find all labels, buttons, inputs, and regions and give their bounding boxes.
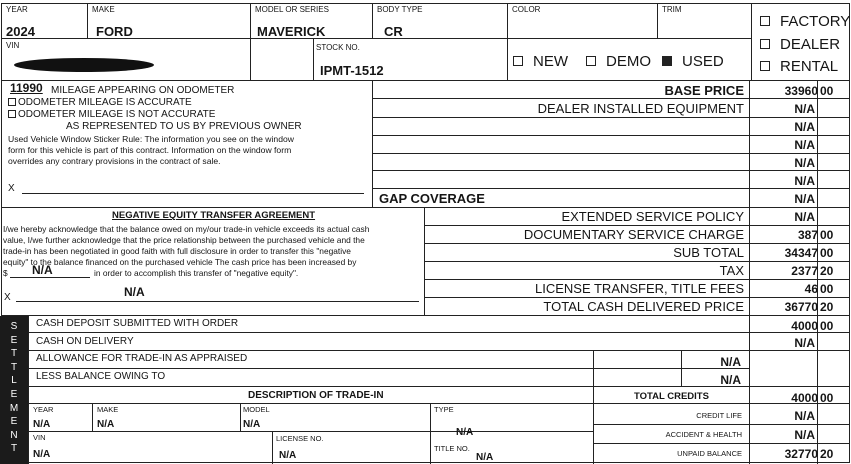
settlement-letter: M (9, 402, 19, 414)
settlement-side-label (0, 316, 28, 464)
blank-row-value: N/A (794, 174, 815, 188)
negative-equity-line5: in order to accomplish this transfer of "negative equity". (94, 268, 299, 278)
source-rental-label: RENTAL (780, 58, 839, 75)
checkbox-icon (513, 56, 523, 66)
model-label: MODEL OR SERIES (255, 5, 329, 14)
rule (313, 39, 314, 80)
checked-checkbox-icon (662, 56, 672, 66)
cash-on-delivery-label: CASH ON DELIVERY (36, 336, 134, 347)
rule (372, 153, 850, 154)
stock-value: IPMT-1512 (320, 63, 384, 78)
condition-new-option[interactable] (513, 53, 568, 70)
rule (372, 98, 850, 99)
negative-equity-line3: trade-in has been negotiated in good faith with full disclosure in order to transfer this "negative (3, 246, 351, 256)
rule (28, 431, 593, 432)
rule (424, 261, 850, 262)
condition-new-label: NEW (533, 53, 568, 70)
blank-row-value: N/A (794, 156, 815, 170)
less-balance-value: N/A (720, 373, 741, 387)
negative-equity-line1: I/we hereby acknowledge that the balance owed on my/our trade-in vehicle exceeds its actual cash (3, 224, 370, 234)
credit-life-value: N/A (794, 409, 815, 423)
tax-label: TAX (719, 263, 744, 278)
vin-redaction (14, 58, 154, 72)
trade-in-license-value: N/A (279, 450, 297, 461)
odometer-not-accurate-option[interactable] (8, 109, 215, 120)
rule (28, 315, 29, 464)
blank-row-value: N/A (794, 120, 815, 134)
rule (28, 403, 850, 404)
extended-service-value: N/A (794, 210, 815, 224)
subtotal-value: 34347 (784, 246, 818, 260)
vin-label: VIN (6, 41, 20, 50)
rule (372, 188, 850, 189)
odometer-not-accurate-label: ODOMETER MILEAGE IS NOT ACCURATE (18, 109, 216, 120)
rule (372, 170, 850, 171)
negative-equity-amount: N/A (32, 263, 53, 277)
trade-in-type-value: N/A (456, 427, 474, 438)
cash-deposit-label: CASH DEPOSIT SUBMITTED WITH ORDER (36, 318, 239, 329)
tax-value: 2377 (791, 264, 818, 278)
settlement-letter: L (11, 375, 17, 387)
documentary-charge-value: 387 (797, 228, 818, 242)
subtotal-label: SUB TOTAL (673, 245, 744, 260)
settlement-letter: N (10, 429, 18, 441)
documentary-charge-cents: 00 (820, 228, 834, 242)
trade-in-license-label: LICENSE NO. (276, 434, 324, 443)
rule (751, 3, 752, 80)
rule (1, 315, 850, 316)
total-cash-price-label: TOTAL CASH DELIVERED PRICE (543, 299, 744, 314)
trim-label: TRIM (662, 5, 682, 14)
negative-equity-signature-x: X (4, 292, 11, 303)
trade-in-model-value: N/A (243, 419, 261, 430)
base-price-cents: 00 (820, 84, 834, 98)
rule (87, 3, 88, 39)
odometer-mileage-label: MILEAGE APPEARING ON ODOMETER (51, 85, 235, 96)
trade-in-model-label: MODEL (243, 405, 270, 414)
rule (593, 424, 850, 425)
trade-in-title-label: TITLE NO. (434, 444, 470, 453)
total-cash-price-value: 36770 (784, 300, 818, 314)
settlement-letter: E (10, 388, 18, 400)
settlement-letter: E (10, 334, 18, 346)
unpaid-balance-label: UNPAID BALANCE (677, 449, 742, 458)
total-credits-value: 4000 (791, 391, 818, 405)
accident-health-label: ACCIDENT & HEALTH (665, 430, 742, 439)
year-label: YEAR (6, 5, 28, 14)
condition-used-option[interactable] (662, 53, 724, 70)
gap-coverage-label: GAP COVERAGE (379, 191, 485, 206)
credit-life-label: CREDIT LIFE (696, 411, 742, 420)
trade-in-vin-value: N/A (33, 449, 51, 460)
dealer-equipment-value: N/A (794, 102, 815, 116)
odometer-accurate-option[interactable] (8, 97, 192, 108)
checkbox-icon (8, 110, 16, 118)
settlement-letter: T (10, 348, 18, 360)
condition-used-label: USED (682, 53, 724, 70)
odometer-mileage: 11990 (10, 81, 43, 95)
rule (681, 350, 682, 386)
less-balance-label: LESS BALANCE OWING TO (36, 371, 166, 382)
negative-equity-line2: value, I/we further acknowledge that the price relationship between the purchased vehicle and the (3, 235, 365, 245)
rule (593, 350, 594, 464)
trade-in-year-value: N/A (33, 419, 51, 430)
make-label: MAKE (92, 5, 115, 14)
cash-on-delivery-value: N/A (794, 336, 815, 350)
rule (372, 135, 850, 136)
condition-demo-option[interactable] (586, 53, 651, 70)
odometer-accurate-label: ODOMETER MILEAGE IS ACCURATE (18, 97, 192, 108)
rule (1, 80, 850, 81)
cash-deposit-value: 4000 (791, 319, 818, 333)
base-price-value: 33960 (784, 84, 818, 98)
rule (424, 243, 850, 244)
source-rental-option[interactable] (760, 58, 838, 75)
unpaid-balance-cents: 20 (820, 447, 834, 461)
odometer-signature-x: X (8, 183, 15, 194)
rule (749, 315, 750, 464)
subtotal-cents: 00 (820, 246, 834, 260)
rule (424, 225, 850, 226)
model-value: MAVERICK (257, 24, 326, 39)
rule (28, 368, 749, 369)
rule (507, 3, 508, 80)
rule (28, 350, 850, 351)
rule (240, 403, 241, 431)
total-cash-price-cents: 20 (820, 300, 834, 314)
amount-line (10, 277, 90, 278)
checkbox-icon (760, 16, 770, 26)
tax-cents: 20 (820, 264, 834, 278)
negative-equity-dollar: $ (3, 268, 8, 278)
rule (28, 332, 850, 333)
trade-in-year-label: YEAR (33, 405, 54, 414)
body-type-value: CR (384, 24, 403, 39)
rule (92, 403, 93, 431)
trade-in-type-label: TYPE (434, 405, 454, 414)
trade-in-title: DESCRIPTION OF TRADE-IN (248, 390, 384, 401)
negative-equity-line4: equity" to the balance financed on the purchased vehicle The cash price has been increased by (3, 257, 357, 267)
license-fees-label: LICENSE TRANSFER, TITLE FEES (534, 281, 744, 296)
settlement-letter: T (10, 361, 18, 373)
stock-label: STOCK NO. (316, 43, 360, 52)
make-value: FORD (96, 24, 133, 39)
rule (272, 431, 273, 464)
license-fees-cents: 00 (820, 282, 834, 296)
extended-service-label: EXTENDED SERVICE POLICY (561, 209, 744, 224)
unpaid-balance-value: 32770 (784, 447, 818, 461)
checkbox-icon (586, 56, 596, 66)
sticker-rule-line3: overrides any contrary provisions in the contract of sale. (8, 156, 221, 166)
settlement-letter: E (10, 416, 18, 428)
rule (250, 3, 251, 80)
rule (372, 117, 850, 118)
rule (424, 279, 850, 280)
source-dealer-option[interactable] (760, 36, 840, 53)
rule (424, 297, 850, 298)
color-label: COLOR (512, 5, 541, 14)
trade-in-make-value: N/A (97, 419, 115, 430)
total-credits-cents: 00 (820, 391, 834, 405)
negative-equity-title: NEGATIVE EQUITY TRANSFER AGREEMENT (112, 210, 316, 221)
allowance-value: N/A (720, 355, 741, 369)
settlement-letter: T (10, 443, 18, 455)
year-value: 2024 (6, 24, 35, 39)
documentary-charge-label: DOCUMENTARY SERVICE CHARGE (523, 227, 744, 242)
source-factory-label: FACTORY (780, 13, 851, 30)
gap-coverage-value: N/A (794, 192, 815, 206)
checkbox-icon (760, 61, 770, 71)
rule (593, 443, 850, 444)
settlement-letter: S (10, 321, 18, 332)
rule (657, 3, 658, 39)
rule (1, 207, 850, 208)
rule (430, 403, 431, 464)
checkbox-icon (8, 98, 16, 106)
base-price-label: BASE PRICE (664, 83, 744, 98)
trade-in-vin-label: VIN (33, 433, 46, 442)
trade-in-title-value: N/A (476, 452, 494, 463)
blank-row-value: N/A (794, 138, 815, 152)
allowance-label: ALLOWANCE FOR TRADE-IN AS APPRAISED (36, 353, 248, 364)
rule (372, 3, 373, 39)
signature-line[interactable] (22, 193, 364, 194)
total-credits-label: TOTAL CREDITS (634, 391, 709, 402)
sticker-rule-line1: Used Vehicle Window Sticker Rule: The information you see on the window (8, 134, 294, 144)
body-type-label: BODY TYPE (377, 5, 423, 14)
negative-equity-signature: N/A (124, 285, 145, 299)
checkbox-icon (760, 39, 770, 49)
signature-line[interactable] (16, 301, 419, 302)
source-factory-option[interactable] (760, 13, 850, 30)
source-dealer-label: DEALER (780, 36, 841, 53)
sticker-rule-line2: form for this vehicle is part of this contract. Information on the window form (8, 145, 292, 155)
trade-in-make-label: MAKE (97, 405, 119, 414)
condition-demo-label: DEMO (606, 53, 651, 70)
accident-health-value: N/A (794, 428, 815, 442)
odometer-represented: AS REPRESENTED TO US BY PREVIOUS OWNER (66, 121, 302, 132)
cash-deposit-cents: 00 (820, 319, 834, 333)
license-fees-value: 46 (804, 282, 818, 296)
dealer-equipment-label: DEALER INSTALLED EQUIPMENT (537, 101, 744, 116)
